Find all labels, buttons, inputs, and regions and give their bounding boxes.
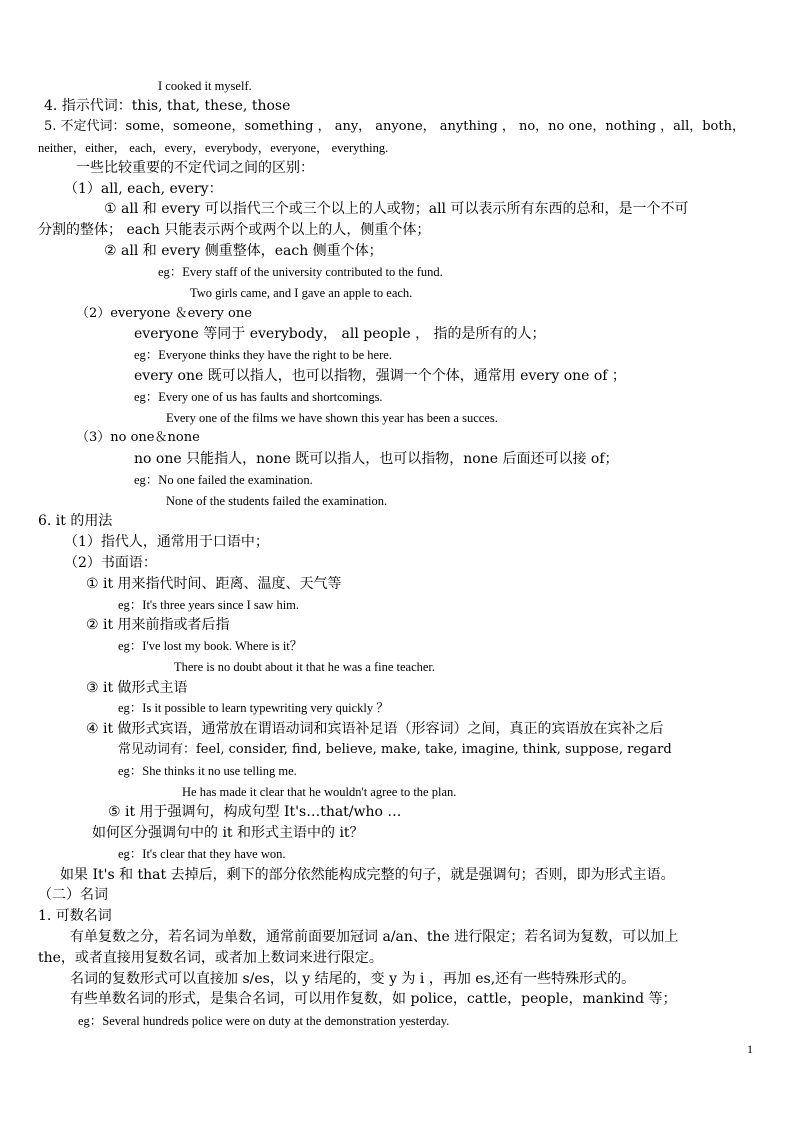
text-line: Every one of the films we have shown this year has been a succes. xyxy=(166,411,498,425)
text-line: eg：It's three years since I saw him. xyxy=(118,598,300,612)
text-line: There is no doubt about it that he was a fine teacher. xyxy=(174,660,436,674)
text-line: eg：Everyone thinks they have the right to be here. xyxy=(134,348,392,362)
text-line: every one 既可以指人，也可以指物，强调一个个体，通常用 every one of ； xyxy=(134,368,626,384)
text-line: eg：I've lost my book. Where is it？ xyxy=(118,639,303,653)
text-line: neither，either， each，every，everybody，everyone， everything. xyxy=(38,141,389,155)
text-line: ② all 和 every 侧重整体，each 侧重个体； xyxy=(104,243,383,259)
text-line: I cooked it myself. xyxy=(158,79,252,93)
text-line: ⑤ it 用于强调句，构成句型 It's…that/who … xyxy=(108,804,402,820)
section-heading: 1. 可数名词 xyxy=(38,908,112,924)
text-line: Two girls came, and I gave an apple to each. xyxy=(190,286,413,300)
text-line: （2）书面语： xyxy=(64,555,157,571)
text-line: None of the students failed the examination. xyxy=(166,494,388,508)
text-line: ② it 用来前指或者后指 xyxy=(86,617,230,633)
text-line: 常见动词有：feel, consider, find, believe, make, take, imagine, think, suppose, regard xyxy=(118,742,672,757)
page-number: 1 xyxy=(747,1042,753,1056)
text-line: （3）no one＆none xyxy=(76,430,200,445)
text-line: no one 只能指人，none 既可以指人，也可以指物，none 后面还可以接 of； xyxy=(134,451,619,467)
text-line: eg：Several hundreds police were on duty at the demonstration yesterday. xyxy=(78,1014,450,1028)
text-line: ④ it 做形式宾语，通常放在谓语动词和宾语补足语（形容词）之间，真正的宾语放在宾补之后 xyxy=(86,721,664,737)
text-line: ① it 用来指代时间、距离、温度、天气等 xyxy=(86,576,342,592)
text-line: 有些单数名词的形式，是集合名词，可以用作复数，如 police，cattle，people，mankind 等； xyxy=(70,991,677,1007)
text-line: eg：It's clear that they have won. xyxy=(118,847,286,861)
text-line: the，或者直接用复数名词，或者加上数词来进行限定。 xyxy=(38,950,383,966)
text-line: ① all 和 every 可以指代三个或三个以上的人或物；all 可以表示所有东西的总和，是一个不可 xyxy=(104,201,689,217)
text-line: （2）everyone ＆every one xyxy=(76,306,252,321)
text-line: 4. 指示代词：this, that, these, those xyxy=(44,98,291,114)
text-line: 有单复数之分，若名词为单数，通常前面要加冠词 a/an、the 进行限定；若名词为复数，可以加上 xyxy=(70,929,679,945)
text-line: （1）指代人，通常用于口语中； xyxy=(64,534,269,550)
text-line: 一些比较重要的不定代词之间的区别： xyxy=(76,160,314,176)
text-line: eg：Every one of us has faults and shortcomings. xyxy=(134,390,383,404)
text-line: 5. 不定代词：some，someone，something ， any， anyone， anything ， no，no one，nothing ，all，both， xyxy=(44,119,745,134)
text-line: （1）all, each, every： xyxy=(64,181,223,197)
section-heading: （二）名词 xyxy=(38,887,108,903)
text-line: 如何区分强调句中的 it 和形式主语中的 it？ xyxy=(92,825,364,841)
text-line: 名词的复数形式可以直接加 s/es，以 y 结尾的，变 y 为 i ，再加 es,还有一些特殊形式的。 xyxy=(70,971,636,987)
text-line: eg：She thinks it no use telling me. xyxy=(118,764,297,778)
text-line: eg：Every staff of the university contributed to the fund. xyxy=(158,265,443,279)
text-line: eg：Is it possible to learn typewriting very quickly ？ xyxy=(118,701,389,715)
text-line: 分割的整体； each 只能表示两个或两个以上的人，侧重个体； xyxy=(38,222,431,238)
text-line: 如果 It's 和 that 去掉后，剩下的部分依然能构成完整的句子，就是强调句；否则，即为形式主语。 xyxy=(60,867,675,883)
text-line: ③ it 做形式主语 xyxy=(86,680,188,696)
text-line: everyone 等同于 everybody， all people ， 指的是所有的人； xyxy=(134,326,546,342)
section-heading: 6. it 的用法 xyxy=(38,513,113,529)
text-line: He has made it clear that he wouldn't agree to the plan. xyxy=(182,785,457,799)
text-line: eg：No one failed the examination. xyxy=(134,473,313,487)
